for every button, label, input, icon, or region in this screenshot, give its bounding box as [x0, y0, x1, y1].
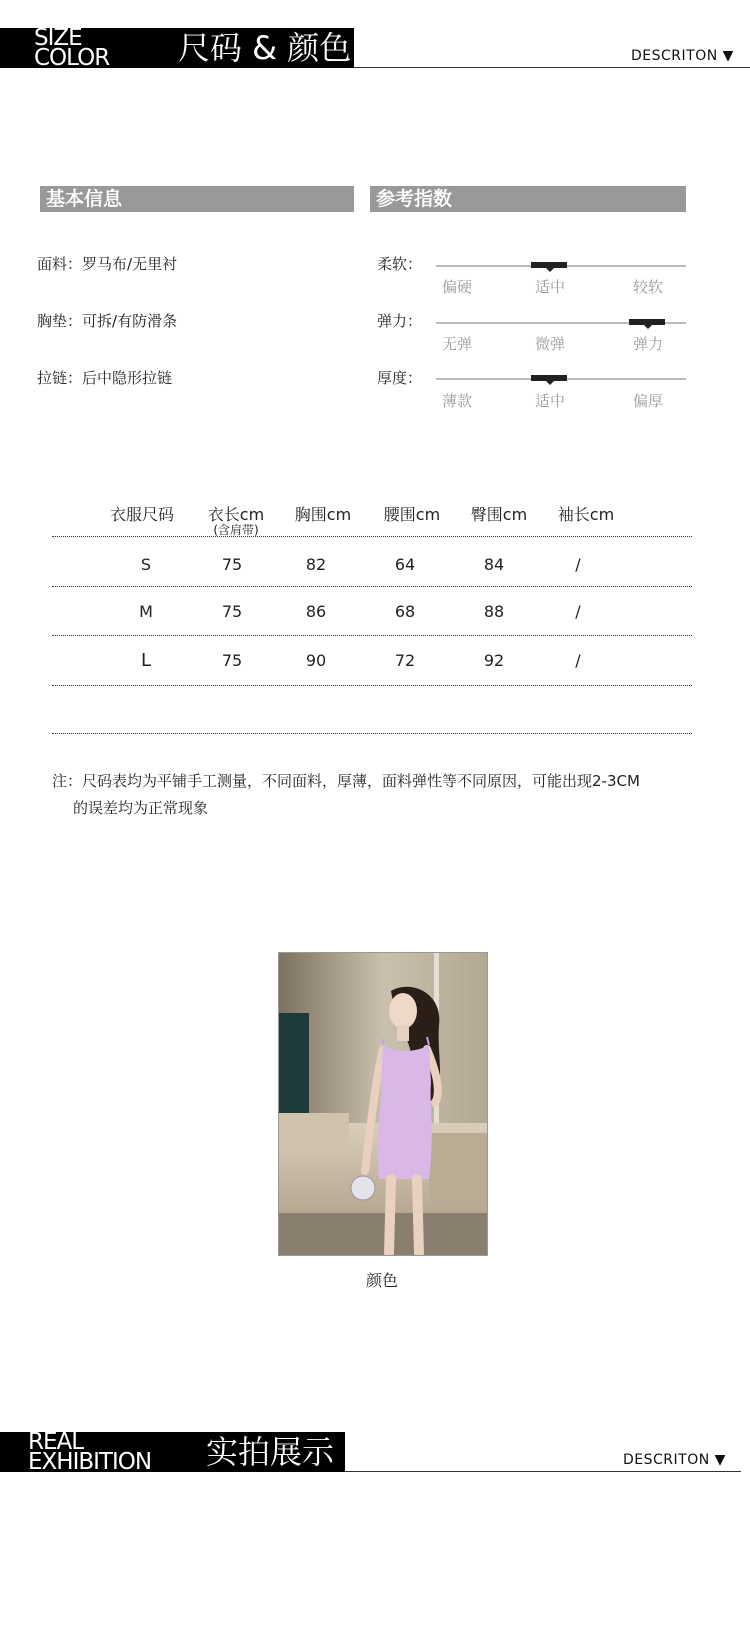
description-label: DESCRITON ▼: [631, 48, 734, 64]
scale-selected-marker: [531, 375, 567, 381]
scale-selected-marker: [629, 319, 665, 325]
table-header-hip: 臀围cm: [470, 505, 528, 524]
banner-cn-title: 实拍展示: [206, 1433, 335, 1471]
banner-en-line2: EXHIBITION: [28, 1449, 152, 1475]
measurement-note-line1: 注：尺码表均为平铺手工测量，不同面料，厚薄，面料弹性等不同原因，可能出现2-3CM: [52, 772, 640, 790]
table-cell: /: [575, 651, 581, 670]
table-divider: [52, 536, 692, 537]
scale-option: 薄款: [441, 392, 472, 410]
table-cell: 75: [221, 602, 243, 621]
info-label: 面料：: [37, 255, 83, 273]
banner-en-line1: SIZE: [34, 25, 82, 51]
table-header-length-note: (含肩带): [213, 523, 259, 537]
info-row-zipper: [37, 367, 172, 388]
scale-option: 偏硬: [441, 278, 472, 296]
banner-en-line1: REAL: [28, 1429, 84, 1455]
basic-info-header: 基本信息: [40, 186, 354, 212]
table-cell: 84: [483, 555, 505, 574]
scale-option: 偏厚: [632, 392, 663, 410]
scale-option: 适中: [534, 392, 565, 410]
table-cell: 72: [394, 651, 416, 670]
table-cell: 75: [221, 651, 243, 670]
table-cell: 88: [483, 602, 505, 621]
scale-option: 弹力: [632, 335, 663, 353]
table-header-sleeve: 袖长cm: [557, 505, 615, 524]
table-cell: 86: [305, 602, 327, 621]
table-cell: S: [140, 555, 152, 574]
banner-cn-title: 尺码 & 颜色: [178, 29, 352, 67]
table-cell: /: [575, 602, 581, 621]
product-photo: [278, 952, 488, 1256]
table-header-length: 衣长cm: [207, 505, 265, 524]
model-illustration: [279, 953, 487, 1255]
table-cell: M: [139, 602, 153, 621]
scale-label-thickness: 厚度：: [377, 369, 423, 387]
description-label: DESCRITON ▼: [623, 1452, 726, 1468]
info-row-pad: [37, 310, 177, 331]
info-row-fabric: [37, 253, 177, 274]
info-label: 拉链：: [37, 369, 83, 387]
banner-en-line2: COLOR: [34, 45, 110, 71]
scale-label-softness: 柔软：: [377, 255, 423, 273]
table-cell: 75: [221, 555, 243, 574]
scale-option: 无弹: [441, 335, 472, 353]
table-header-bust: 胸围cm: [294, 505, 352, 524]
scale-option: 微弹: [534, 335, 565, 353]
table-cell: 68: [394, 602, 416, 621]
table-divider: [52, 685, 692, 686]
info-value: 罗马布/无里衬: [82, 255, 178, 273]
color-caption: 颜色: [365, 1271, 398, 1290]
banner-rule: [354, 67, 750, 68]
measurement-note-line2: 的误差均为正常现象: [73, 799, 209, 817]
table-header-size: 衣服尺码: [109, 505, 174, 524]
info-value: 后中隐形拉链: [82, 369, 173, 387]
table-header-waist: 腰围cm: [383, 505, 441, 524]
scale-selected-marker: [531, 262, 567, 268]
table-divider: [52, 586, 692, 587]
table-cell: 92: [483, 651, 505, 670]
scale-option: 较软: [632, 278, 663, 296]
scale-option: 适中: [534, 278, 565, 296]
table-cell: 90: [305, 651, 327, 670]
info-label: 胸垫：: [37, 312, 83, 330]
table-cell: /: [575, 555, 581, 574]
scale-label-elasticity: 弹力：: [377, 312, 423, 330]
info-value: 可拆/有防滑条: [82, 312, 178, 330]
table-cell: 82: [305, 555, 327, 574]
table-divider: [52, 635, 692, 636]
table-cell: L: [140, 650, 152, 671]
banner-rule: [345, 1471, 741, 1472]
table-divider: [52, 733, 692, 734]
reference-index-header: 参考指数: [370, 186, 686, 212]
table-cell: 64: [394, 555, 416, 574]
